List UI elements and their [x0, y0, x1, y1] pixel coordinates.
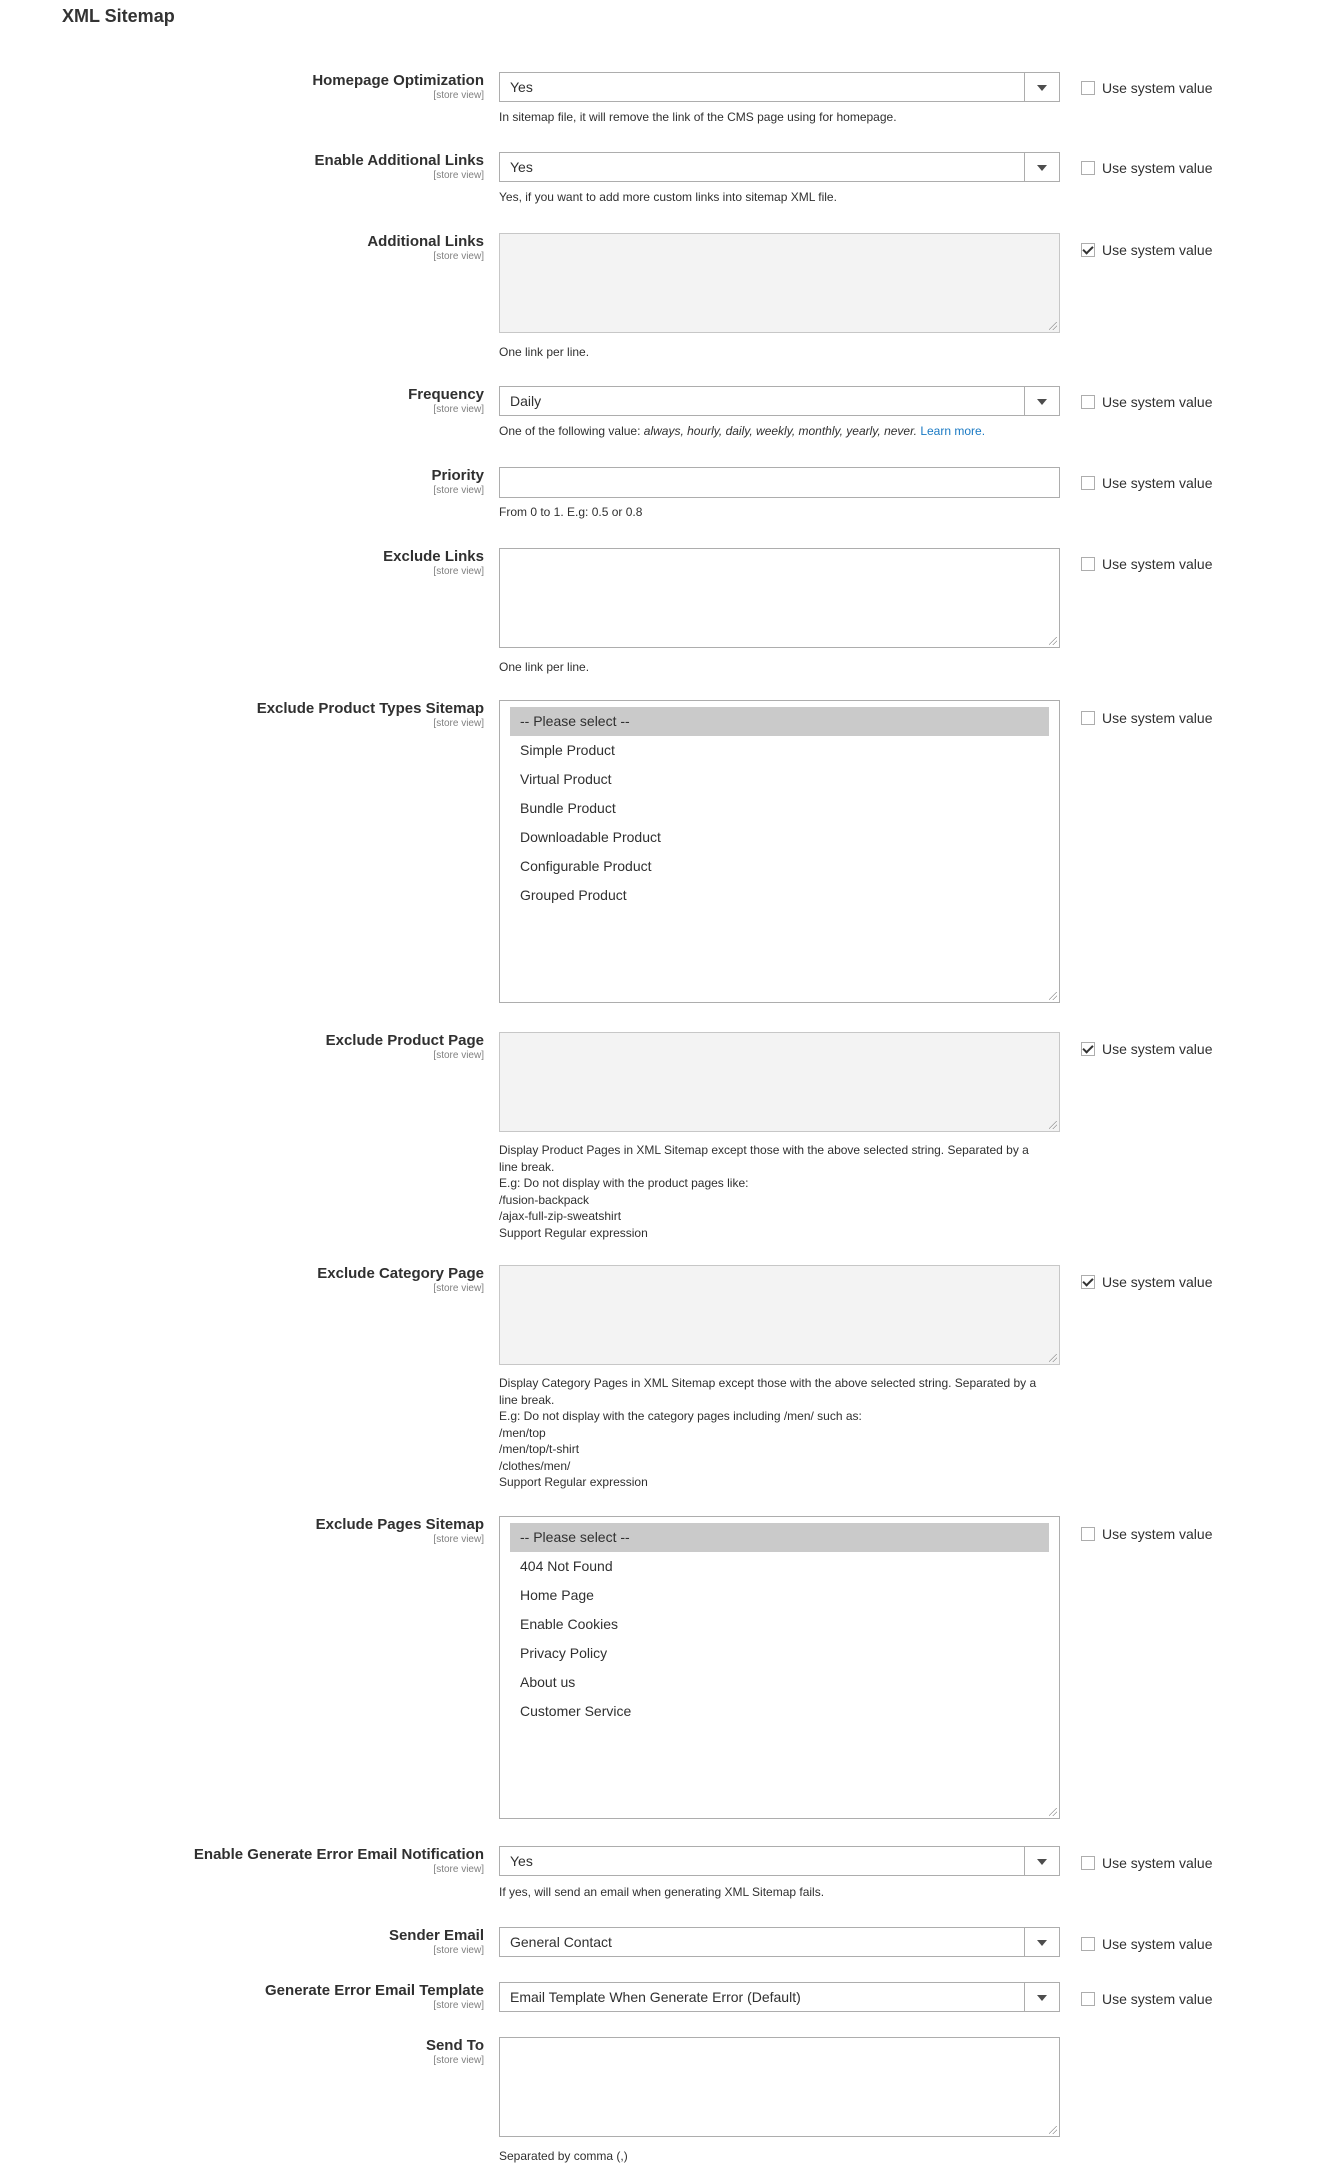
list-option[interactable]: Downloadable Product: [520, 829, 661, 845]
additional-links-label: Additional Links [store view]: [367, 233, 484, 262]
checkbox-checked[interactable]: [1081, 1275, 1095, 1289]
section-title[interactable]: XML Sitemap: [62, 6, 175, 26]
checkbox[interactable]: [1081, 161, 1095, 175]
sender-email-label: Sender Email [store view]: [388, 1927, 484, 1956]
chevron-down-icon: [1024, 153, 1059, 181]
error-email-template-label: Generate Error Email Template [store view]: [265, 1982, 484, 2011]
chevron-down-icon: [1024, 73, 1059, 101]
list-option[interactable]: Simple Product: [520, 742, 615, 758]
homepage-optimization-note: In sitemap file, it will remove the link of the CMS page using for homepage.: [499, 110, 897, 124]
list-option[interactable]: 404 Not Found: [520, 1558, 613, 1574]
exclude-pages-use-system[interactable]: Use system value: [1081, 1526, 1212, 1542]
exclude-links-note: One link per line.: [499, 660, 590, 674]
list-option[interactable]: About us: [520, 1674, 576, 1690]
error-email-notification-note: If yes, will send an email when generating XML Sitemap fails.: [499, 1885, 825, 1899]
homepage-optimization-use-system[interactable]: Use system value: [1081, 80, 1212, 96]
checkbox-checked[interactable]: [1081, 1042, 1095, 1056]
exclude-product-page-label: Exclude Product Page [store view]: [325, 1032, 484, 1061]
enable-additional-links-label: Enable Additional Links [store view]: [314, 152, 484, 181]
checkbox[interactable]: [1081, 1527, 1095, 1541]
checkbox-checked[interactable]: [1081, 243, 1095, 257]
homepage-optimization-select[interactable]: Yes: [499, 72, 1060, 102]
error-email-notification-select[interactable]: Yes: [499, 1846, 1060, 1876]
enable-additional-links-use-system[interactable]: Use system value: [1081, 160, 1212, 176]
chevron-down-icon: [1024, 387, 1059, 415]
exclude-links-label: Exclude Links [store view]: [383, 548, 484, 577]
list-option[interactable]: Grouped Product: [520, 887, 627, 903]
priority-label: Priority [store view]: [431, 467, 484, 496]
checkbox[interactable]: [1081, 476, 1095, 490]
exclude-product-page-textarea[interactable]: [499, 1032, 1060, 1132]
homepage-optimization-label: Homepage Optimization [store view]: [312, 72, 484, 101]
exclude-product-types-label: Exclude Product Types Sitemap [store view]: [256, 700, 484, 729]
sender-email-select[interactable]: General Contact: [499, 1927, 1060, 1957]
send-to-note: Separated by comma (,): [499, 2149, 628, 2163]
exclude-pages-label: Exclude Pages Sitemap [store view]: [315, 1516, 484, 1545]
checkbox[interactable]: [1081, 81, 1095, 95]
exclude-category-page-use-system[interactable]: Use system value: [1081, 1274, 1212, 1290]
additional-links-textarea[interactable]: [499, 233, 1060, 333]
list-option[interactable]: Home Page: [520, 1587, 594, 1603]
list-option[interactable]: -- Please select --: [510, 1523, 1049, 1552]
learn-more-link[interactable]: Learn more.: [920, 424, 986, 438]
error-email-template-select[interactable]: Email Template When Generate Error (Default): [499, 1982, 1060, 2012]
checkbox[interactable]: [1081, 1937, 1095, 1951]
error-email-notification-label: Enable Generate Error Email Notification [store view]: [193, 1846, 484, 1875]
priority-note: From 0 to 1. E.g: 0.5 or 0.8: [499, 505, 643, 519]
chevron-down-icon: [1024, 1847, 1059, 1875]
exclude-product-page-note: Display Product Pages in XML Sitemap except those with the above selected string. Separated by a line break. E.g: Do not display with the product pages like: /fusion-backpack /ajax-full-zip-sweatshirt Support Regular expression: [499, 1143, 1029, 1240]
exclude-category-page-label: Exclude Category Page [store view]: [317, 1265, 484, 1294]
list-option[interactable]: Configurable Product: [520, 858, 652, 874]
checkbox[interactable]: [1081, 557, 1095, 571]
list-option[interactable]: Privacy Policy: [520, 1645, 608, 1661]
list-option[interactable]: Enable Cookies: [520, 1616, 619, 1632]
chevron-down-icon: [1024, 1928, 1059, 1956]
exclude-product-page-use-system[interactable]: Use system value: [1081, 1041, 1212, 1057]
frequency-label: Frequency [store view]: [408, 386, 484, 415]
error-email-template-use-system[interactable]: Use system value: [1081, 1991, 1212, 2007]
send-to-textarea[interactable]: [499, 2037, 1060, 2137]
additional-links-note: One link per line.: [499, 345, 590, 359]
exclude-links-textarea[interactable]: [499, 548, 1060, 648]
list-option[interactable]: -- Please select --: [510, 707, 1049, 736]
frequency-select[interactable]: Daily: [499, 386, 1060, 416]
priority-use-system[interactable]: Use system value: [1081, 475, 1212, 491]
error-email-notification-use-system[interactable]: Use system value: [1081, 1855, 1212, 1871]
list-option[interactable]: Customer Service: [520, 1703, 632, 1719]
frequency-use-system[interactable]: Use system value: [1081, 394, 1212, 410]
priority-input[interactable]: [499, 467, 1060, 498]
exclude-product-types-multiselect[interactable]: [499, 700, 1060, 1003]
checkbox[interactable]: [1081, 1856, 1095, 1870]
exclude-category-page-textarea[interactable]: [499, 1265, 1060, 1365]
checkbox[interactable]: [1081, 395, 1095, 409]
exclude-links-use-system[interactable]: Use system value: [1081, 556, 1212, 572]
enable-additional-links-select[interactable]: Yes: [499, 152, 1060, 182]
list-option[interactable]: Virtual Product: [520, 771, 612, 787]
checkbox[interactable]: [1081, 1992, 1095, 2006]
chevron-down-icon: [1024, 1983, 1059, 2011]
enable-additional-links-note: Yes, if you want to add more custom links into sitemap XML file.: [499, 190, 837, 204]
scope-label: [store view]: [433, 90, 484, 101]
exclude-pages-multiselect[interactable]: [499, 1516, 1060, 1819]
list-option[interactable]: Bundle Product: [520, 800, 616, 816]
checkbox[interactable]: [1081, 711, 1095, 725]
additional-links-use-system[interactable]: Use system value: [1081, 242, 1212, 258]
exclude-category-page-note: Display Category Pages in XML Sitemap except those with the above selected string. Separated by a line break. E.g: Do not display with the category pages including /men/ such as: /men/top /men/top/t-shirt /clothes/men/ Support Regular expression: [499, 1376, 1037, 1489]
frequency-note: One of the following value: always, hourly, daily, weekly, monthly, yearly, never. Learn more.: [499, 424, 986, 438]
send-to-label: Send To [store view]: [425, 2037, 484, 2066]
sender-email-use-system[interactable]: Use system value: [1081, 1936, 1212, 1952]
exclude-product-types-use-system[interactable]: Use system value: [1081, 710, 1212, 726]
